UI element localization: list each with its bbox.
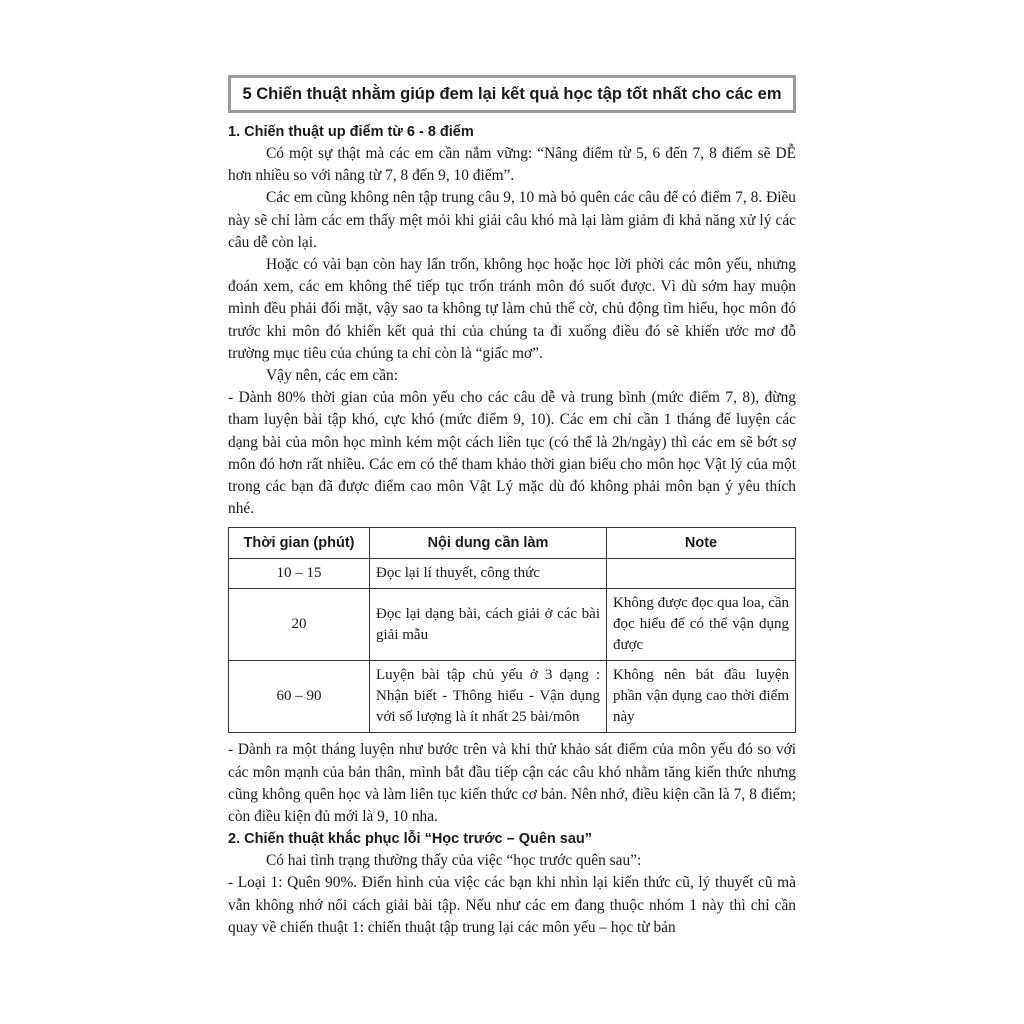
table-header-time: Thời gian (phút) xyxy=(229,528,370,559)
section-2-paragraph-2: - Loại 1: Quên 90%. Điển hình của việc các bạn khi nhìn lại kiến thức cũ, lý thuyết cũ mà vẫn không nhớ nổi cách giải bài tập. Nếu như các em đang thuộc nhóm 1 này thì chỉ cần quay về chiến thuật 1: chiến thuật tập trung lại các môn yếu – học từ bản xyxy=(228,874,796,936)
table-cell-time: 10 – 15 xyxy=(229,559,370,589)
table-cell-content: Đọc lại dạng bài, cách giải ở các bài giải mẫu xyxy=(370,589,607,661)
document-page xyxy=(228,0,796,939)
table-cell-note xyxy=(607,559,796,589)
table-row xyxy=(229,559,796,589)
document-title: 5 Chiến thuật nhằm giúp đem lại kết quả học tập tốt nhất cho các em xyxy=(228,75,796,113)
section-2-heading: 2. Chiến thuật khắc phục lỗi “Học trước – Quên sau” xyxy=(228,831,593,848)
section-1-paragraph-5: - Dành 80% thời gian của môn yếu cho các câu dễ và trung bình (mức điểm 7, 8), đừng tham luyện bài tập khó, cực khó (mức điểm 9, 10). Các em chỉ cần 1 tháng để luyện các dạng bài của môn học mình kém một cách liên tục (có thể là 2h/ngày) thì các em sẽ bớt sợ môn đó hơn rất nhiều. Các em có thể tham khảo thời gian biểu cho môn học Vật lý của một trong các bạn đã được điểm cao môn Vật Lý mặc dù đó không phải môn bạn ý yêu thích nhé. xyxy=(228,389,796,518)
section-1-paragraph-4: Vậy nên, các em cần: xyxy=(266,367,399,385)
table-cell-content: Đọc lại lí thuyết, công thức xyxy=(370,559,607,589)
table-cell-time: 60 – 90 xyxy=(229,661,370,733)
table-cell-note: Không được đọc qua loa, cần đọc hiểu để có thể vận dụng được xyxy=(607,589,796,661)
study-schedule-table xyxy=(228,527,796,733)
table-header-content: Nội dung cần làm xyxy=(370,528,607,559)
table-header-note: Note xyxy=(607,528,796,559)
table-cell-content: Luyện bài tập chủ yếu ở 3 dạng : Nhận biết - Thông hiểu - Vận dụng với số lượng là ít nhất 25 bài/môn xyxy=(370,661,607,733)
section-1-heading: 1. Chiến thuật up điểm từ 6 - 8 điểm xyxy=(228,124,474,140)
table-row xyxy=(229,589,796,661)
table-header-row xyxy=(229,528,796,559)
section-1-paragraph-3: Hoặc có vài bạn còn hay lẩn trốn, không học hoặc học lời phời các môn yếu, nhưng đoán xem, các em không thể tiếp tục trốn tránh môn đó suốt được. Vì dù sớm hay muộn mình đều phải đối mặt, vậy sao ta không tự làm chủ thế cờ, chủ động tìm hiểu, học môn đó trước khi môn đó khiến kết quả thi của chúng ta đi xuống điều đó sẽ khiến ước mơ đỗ trường mục tiêu của chúng ta chỉ còn là “giấc mơ”. xyxy=(228,256,796,362)
table-row xyxy=(229,661,796,733)
section-1-paragraph-2: Các em cũng không nên tập trung câu 9, 10 mà bỏ quên các câu để có điểm 7, 8. Điều này sẽ chỉ làm các em thấy mệt mỏi khi giải câu khó mà lại làm giảm đi khả năng xử lý các câu dễ còn lại. xyxy=(228,189,796,251)
after-table-paragraph: - Dành ra một tháng luyện như bước trên và khi thử khảo sát điểm của môn yếu đó so với các môn mạnh của bản thân, mình bắt đầu tiếp cận các câu khó nhằm tăng kiến thức nhưng cũng không quên học và làm liên tục kiến thức cơ bản. Nên nhớ, điều kiện cần là 7, 8 điểm; còn điều kiện đủ mới là 9, 10 nha. xyxy=(228,741,796,826)
section-1-paragraph-1: Có một sự thật mà các em cần nắm vững: “Nâng điểm từ 5, 6 đến 7, 8 điểm sẽ DỄ hơn nhiều so với nâng từ 7, 8 đến 9, 10 điểm”. xyxy=(228,145,796,185)
section-2-paragraph-1: Có hai tình trạng thường thấy của việc “học trước quên sau”: xyxy=(266,852,642,870)
table-cell-time: 20 xyxy=(229,589,370,661)
table-cell-note: Không nên bát đầu luyện phần vận dụng cao thời điểm này xyxy=(607,661,796,733)
